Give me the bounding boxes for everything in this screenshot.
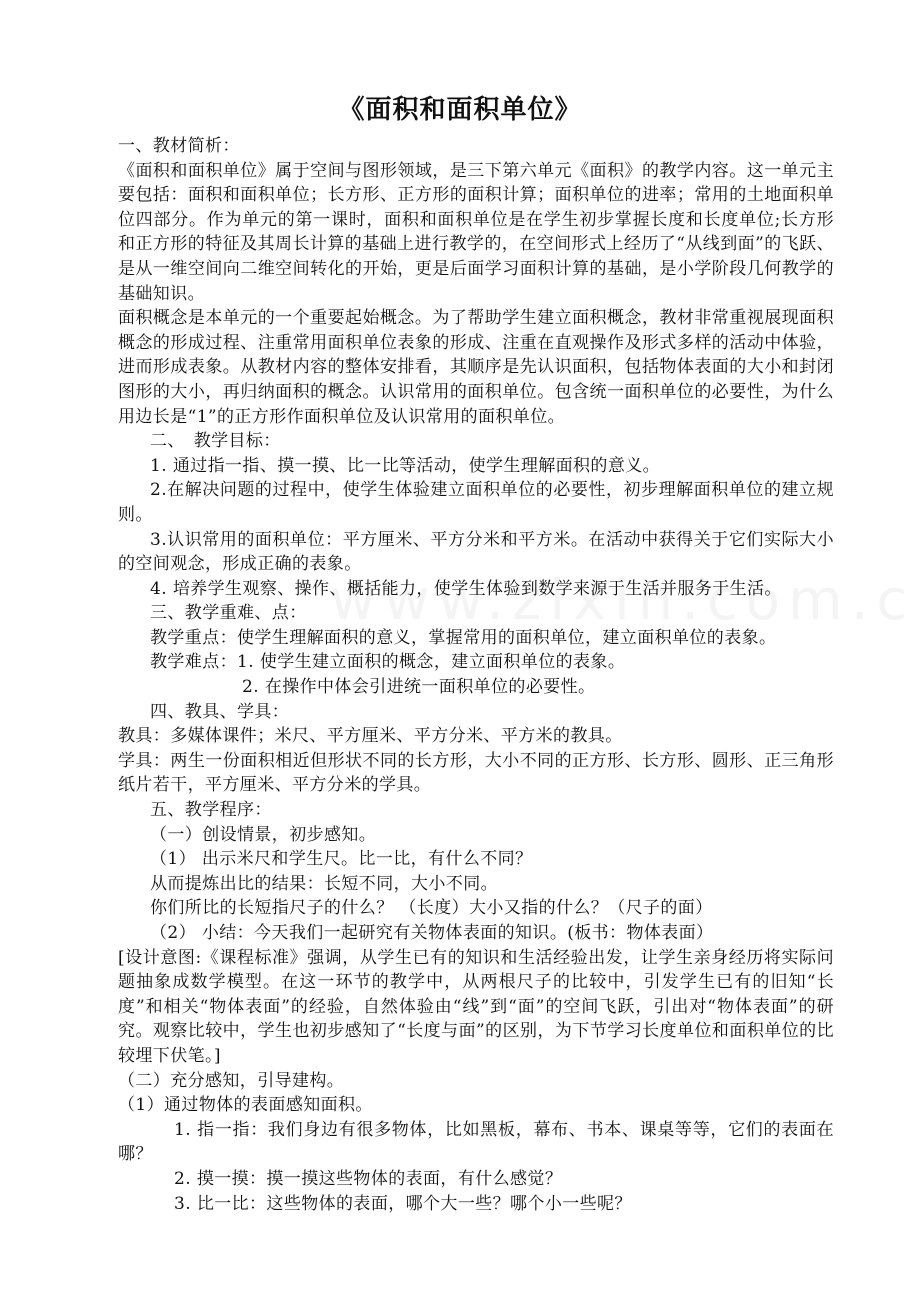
goal-item-4: 4. 培养学生观察、操作、概括能力，使学生体验到数学来源于生活并服务于生活。 [150, 578, 782, 599]
procedure-line-4: （2） 小结：今天我们一起研究有关物体表面的知识。(板书：物体表面） [150, 923, 714, 943]
page-title: 《面积和面积单位》 [338, 95, 582, 125]
section-heading-2: 二、 教学目标： [150, 431, 281, 452]
document-body [118, 134, 834, 1216]
paragraph-material-analysis: 《面积和面积单位》属于空间与图形领域，是三下第六单元《面积》的教学内容。这一单元主要包括：面积和面积单位；长方形、正方形的面积计算；面积单位的进率；常用的土地面积单位四部分。作为单元的第一课时，面积和面积单位是在学生初步掌握长度和长度单位;长方形和正方形的特征及其周长计算的基础上进行教学的，在空间形式上经历了“从线到面”的飞跃、是从一维空间向二维空间转化的开始，更是后面学习面积计算的基础，是小学阶段几何教学的基础知识。 [118, 160, 834, 304]
activity-touch: 2. 摸一摸：摸一摸这些物体的表面，有什么感觉？ [174, 1168, 563, 1189]
goal-item-3: 3.认识常用的面积单位：平方厘米、平方分米和平方米。在活动中获得关于它们实际大小的空间观念，形成正确的表象。 [118, 529, 834, 575]
section-heading-3: 三、教学重难、点： [150, 603, 307, 624]
procedure-step-2: （二）充分感知，引导建构。 [118, 1070, 345, 1091]
procedure-line-2: 从而提炼出比的结果：长短不同，大小不同。 [150, 873, 498, 894]
section-heading-4: 四、教具、学具： [150, 701, 290, 722]
section-heading-1: 一、教材简析： [118, 136, 240, 156]
teacher-aids: 教具：多媒体课件；米尺、平方厘米、平方分米、平方米的教具。 [118, 726, 623, 747]
procedure-line-3: 你们所比的长短指尺子的什么？ （长度）大小又指的什么？（尺子的面） [150, 898, 713, 919]
goal-item-2: 2.在解决问题的过程中，使学生体验建立面积单位的必要性，初步理解面积单位的建立规则。 [118, 480, 834, 525]
difficulty-point-1: 教学难点：1. 使学生建立面积的概念，建立面积单位的表象。 [150, 652, 626, 673]
key-point: 教学重点：使学生理解面积的意义，掌握常用的面积单位，建立面积单位的表象。 [150, 627, 777, 648]
student-aids: 学具：两生一份面积相近但形状不同的长方形，大小不同的正方形、长方形、圆形、正三角形纸片若干，平方厘米、平方分米的学具。 [118, 750, 834, 796]
design-intent: [设计意图:《课程标准》强调，从学生已有的知识和生活经验出发，让学生亲身经历将实际问题抽象成数学模型。在这一环节的教学中，从两根尺子的比较中，引发学生已有的旧知“长度”和相关“物体表面”的经验，自然体验由“线”到“面”的空间飞跃，引出对“物体表面”的研究。观察比较中，学生也初步感知了“长度与面”的区别，为下节学习长度单位和面积单位的比较埋下伏笔。] [118, 947, 834, 1066]
procedure-line-1: （1） 出示米尺和学生尺。比一比，有什么不同？ [150, 849, 533, 870]
procedure-sub-1: （1）通过物体的表面感知面积。 [118, 1095, 373, 1116]
activity-compare: 3. 比一比：这些物体的表面，哪个大一些？哪个小一些呢？ [174, 1193, 632, 1214]
goal-item-1: 1. 通过指一指、摸一摸、比一比等活动，使学生理解面积的意义。 [150, 455, 661, 476]
section-heading-5: 五、教学程序： [150, 800, 272, 821]
difficulty-point-2: 2. 在操作中体会引进统一面积单位的必要性。 [242, 677, 596, 698]
paragraph-area-concept: 面积概念是本单元的一个重要起始概念。为了帮助学生建立面积概念，教材非常重视展现面积概念的形成过程、注重常用面积单位表象的形成、注重在直观操作及形式多样的活动中体验，进而形成表象。从教材内容的整体安排看，其顺序是先认识面积，包括物体表面的大小和封闭图形的大小，再归纳面积的概念。认识常用的面积单位。包含统一面积单位的必要性，为什么用边长是“1”的正方形作面积单位及认识常用的面积单位。 [118, 308, 834, 427]
activity-point: 1. 指一指：我们身边有很多物体，比如黑板，幕布、书本、课桌等等，它们的表面在哪？ [118, 1119, 834, 1165]
procedure-step-1: （一）创设情景，初步感知。 [150, 824, 377, 845]
